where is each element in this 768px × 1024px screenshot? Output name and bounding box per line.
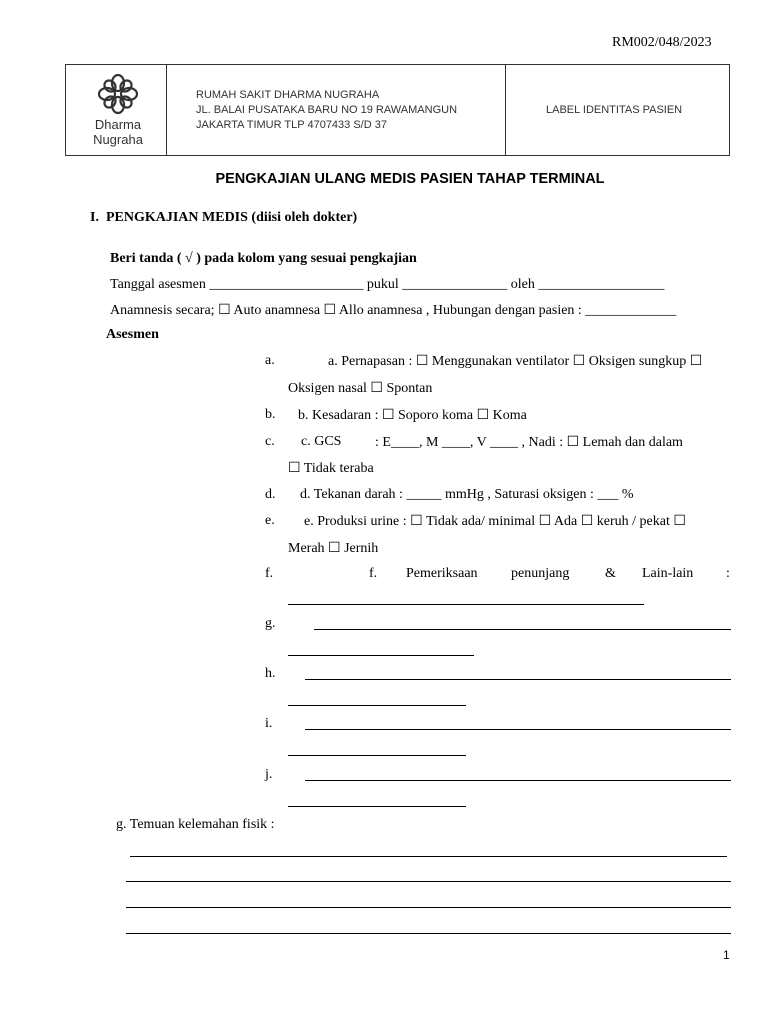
item-letter: j. — [265, 767, 273, 782]
blank-line[interactable] — [126, 933, 731, 934]
header-box — [65, 64, 730, 156]
urine-line: Merah ☐ Jernih — [288, 541, 379, 556]
section-heading — [90, 210, 357, 226]
page-number: 1 — [723, 948, 730, 962]
logo-line: Nugraha — [93, 132, 143, 147]
header-divider — [505, 65, 506, 155]
exam-word: Lain-lain — [642, 566, 694, 581]
item-letter: f. — [265, 566, 274, 581]
instruction-text: Beri tanda ( √ ) pada kolom yang sesuai pengkajian — [110, 251, 417, 266]
item-letter: d. — [265, 487, 276, 502]
item-letter: a. — [265, 353, 275, 368]
section-note: (diisi oleh dokter) — [251, 210, 358, 225]
flower-logo-icon — [84, 73, 152, 115]
gcs-line: ☐ Tidak teraba — [288, 461, 374, 476]
logo-text — [84, 117, 152, 147]
blank-line[interactable] — [288, 655, 474, 656]
document-code: RM002/048/2023 — [612, 35, 712, 50]
patient-identity-label: LABEL IDENTITAS PASIEN — [546, 104, 683, 116]
blank-line[interactable] — [130, 856, 727, 857]
item-letter: c. — [265, 434, 275, 449]
gcs-label: c. GCS — [301, 434, 342, 449]
blank-line[interactable] — [126, 881, 731, 882]
blank-line[interactable] — [288, 604, 644, 605]
exam-word: & — [605, 566, 616, 581]
section-number: I. — [90, 210, 99, 225]
blank-line[interactable] — [305, 780, 731, 781]
address-line: RUMAH SAKIT DHARMA NUGRAHA — [196, 89, 380, 101]
section-title: PENGKAJIAN MEDIS — [105, 210, 248, 225]
blank-line[interactable] — [126, 907, 731, 908]
item-letter: g. — [265, 616, 276, 631]
exam-word: penunjang — [511, 566, 570, 581]
weakness-label: g. Temuan kelemahan fisik : — [116, 817, 275, 832]
header-divider — [166, 65, 167, 155]
urine-line: e. Produksi urine : ☐ Tidak ada/ minimal ☐ Ada ☐ keruh / pekat ☐ — [304, 514, 686, 529]
blank-line[interactable] — [305, 679, 731, 680]
blank-line[interactable] — [288, 705, 466, 706]
blank-line[interactable] — [314, 629, 731, 630]
blank-line[interactable] — [305, 729, 731, 730]
exam-word: : — [726, 566, 730, 581]
blood-pressure-line: d. Tekanan darah : _____ mmHg , Saturasi oksigen : ___ % — [300, 487, 634, 502]
blank-line[interactable] — [288, 755, 466, 756]
breathing-line: Oksigen nasal ☐ Spontan — [288, 381, 433, 396]
asesmen-label: Asesmen — [106, 327, 159, 342]
breathing-line: a. Pernapasan : ☐ Menggunakan ventilator ☐ Oksigen sungkup ☐ — [328, 354, 703, 369]
page-title: PENGKAJIAN ULANG MEDIS PASIEN TAHAP TERMINAL — [215, 171, 605, 187]
consciousness-line: b. Kesadaran : ☐ Soporo koma ☐ Koma — [298, 408, 527, 423]
item-letter: h. — [265, 666, 276, 681]
address-line: JL. BALAI PUSATAKA BARU NO 19 RAWAMANGUN — [196, 104, 458, 116]
logo-line: Dharma — [94, 117, 142, 132]
item-letter: b. — [265, 407, 276, 422]
hospital-address — [196, 88, 457, 133]
address-line: JAKARTA TIMUR TLP 4707433 S/D 37 — [196, 119, 387, 131]
anamnesis-line: Anamnesis secara; ☐ Auto anamnesa ☐ Allo anamnesa , Hubungan dengan pasien : _____________ — [110, 303, 677, 318]
item-letter: e. — [265, 513, 275, 528]
date-time-line: Tanggal asesmen ______________________ pukul _______________ oleh __________________ — [110, 277, 665, 292]
item-letter: i. — [265, 716, 273, 731]
blank-line[interactable] — [288, 806, 466, 807]
hospital-logo — [84, 73, 152, 147]
exam-word: Pemeriksaan — [406, 566, 478, 581]
exam-word: f. — [369, 566, 378, 581]
gcs-line: : E____, M ____, V ____ , Nadi : ☐ Lemah dan dalam — [375, 435, 683, 450]
